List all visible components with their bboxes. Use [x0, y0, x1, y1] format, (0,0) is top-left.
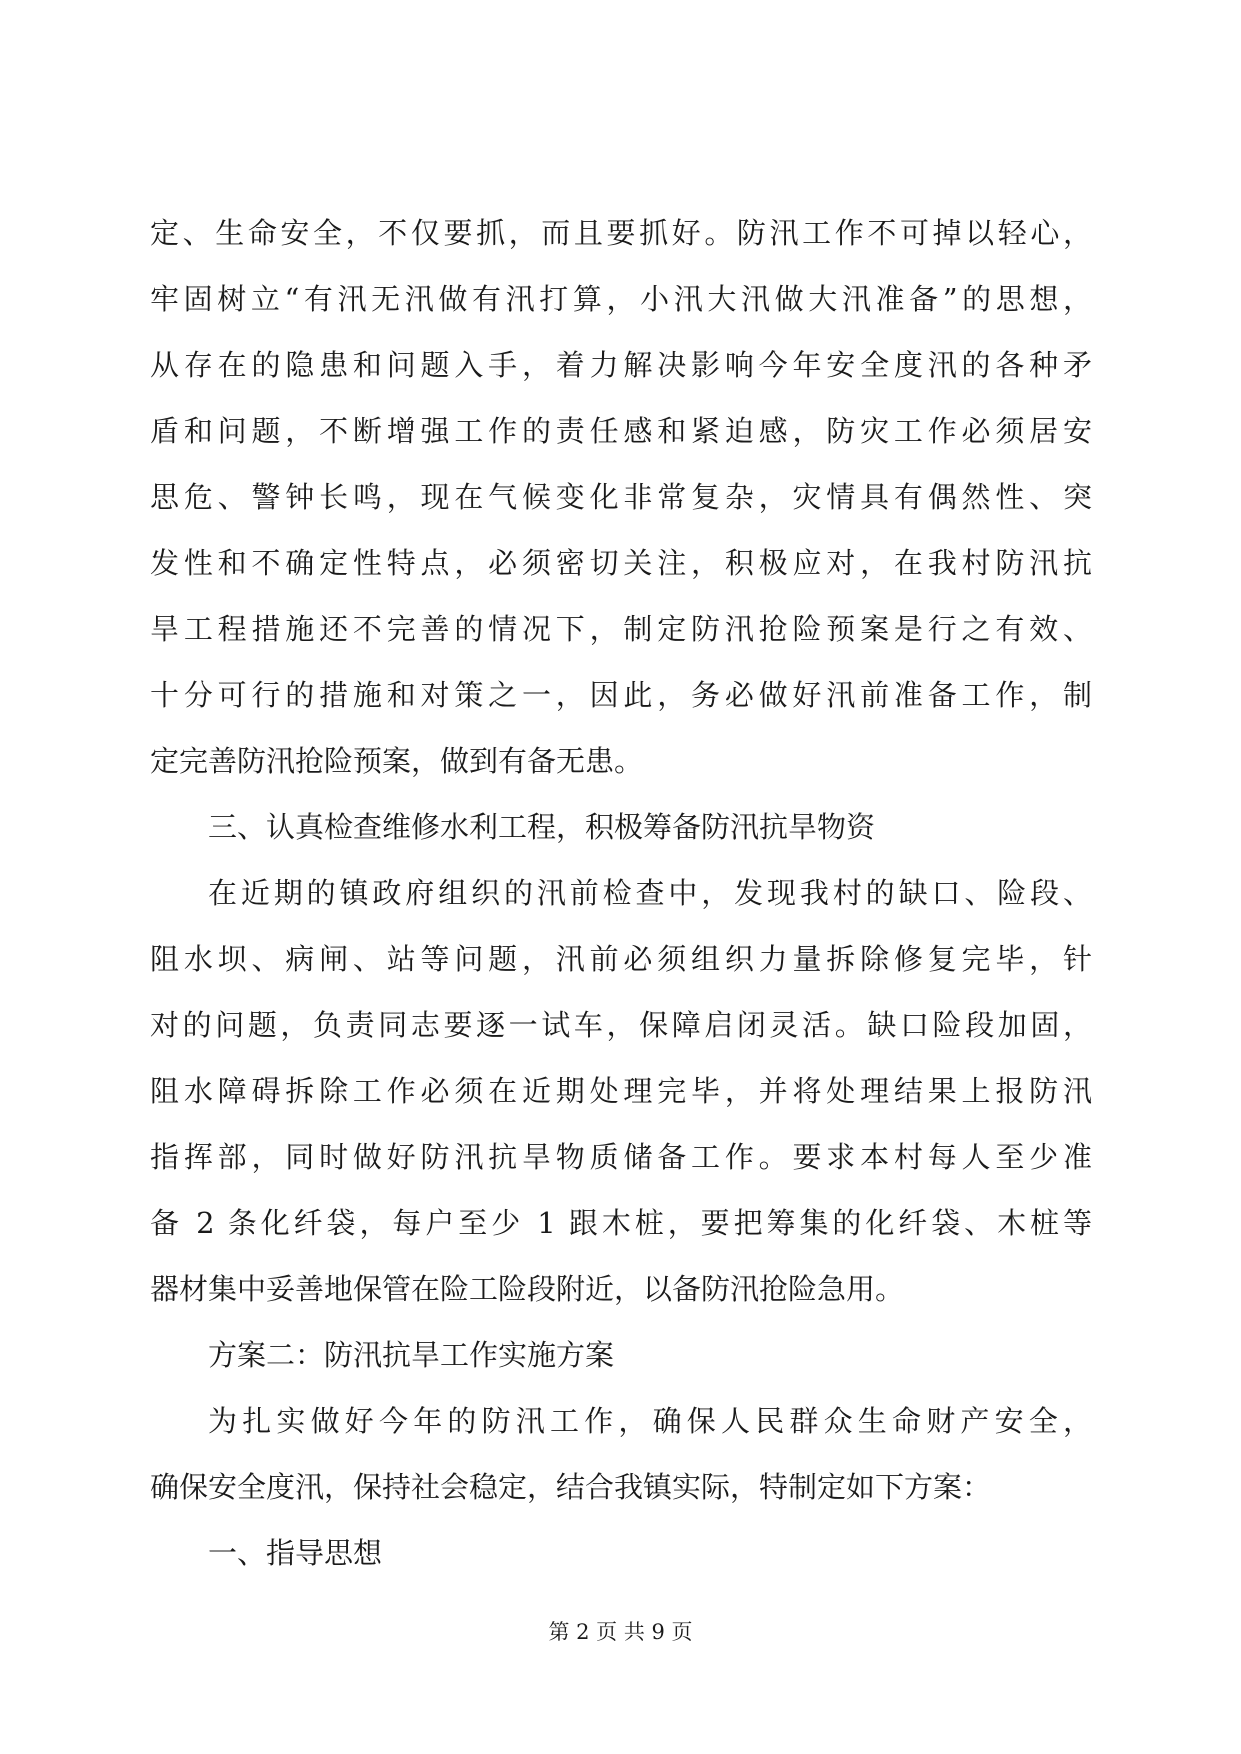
- text-line: 器材集中妥善地保管在险工险段附近，以备防汛抢险急用。: [150, 1272, 905, 1306]
- text-line: 在近期的镇政府组织的汛前检查中，发现我村的缺口、险段、: [208, 876, 1092, 910]
- section-heading: 一、指导思想: [208, 1536, 383, 1570]
- section-heading: 三、认真检查维修水利工程，积极筹备防汛抗旱物资: [208, 810, 876, 844]
- text-line: 思危、警钟长鸣，现在气候变化非常复杂，灾情具有偶然性、突: [150, 480, 1092, 514]
- page-footer: [0, 1616, 1241, 1646]
- text-line: 为扎实做好今年的防汛工作，确保人民群众生命财产安全，: [208, 1404, 1092, 1438]
- text-line: 定、生命安全，不仅要抓，而且要抓好。防汛工作不可掉以轻心，: [150, 216, 1092, 250]
- text-line: 从存在的隐患和问题入手，着力解决影响今年安全度汛的各种矛: [150, 348, 1092, 382]
- text-line: 指挥部，同时做好防汛抗旱物质储备工作。要求本村每人至少准: [150, 1140, 1092, 1174]
- text-line: 旱工程措施还不完善的情况下，制定防汛抢险预案是行之有效、: [150, 612, 1092, 646]
- text-line: 确保安全度汛，保持社会稳定，结合我镇实际，特制定如下方案：: [150, 1470, 992, 1504]
- text-line: 牢固树立“有汛无汛做有汛打算，小汛大汛做大汛准备”的思想，: [150, 282, 1092, 316]
- text-line: 盾和问题，不断增强工作的责任感和紧迫感，防灾工作必须居安: [150, 414, 1092, 448]
- text-line: 发性和不确定性特点，必须密切关注，积极应对，在我村防汛抗: [150, 546, 1092, 580]
- text-line: 阻水坝、病闸、站等问题，汛前必须组织力量拆除修复完毕，针: [150, 942, 1092, 976]
- text-line: 十分可行的措施和对策之一，因此，务必做好汛前准备工作，制: [150, 678, 1092, 712]
- section-heading: 方案二：防汛抗旱工作实施方案: [208, 1338, 615, 1372]
- page-number-label: 第 2 页 共 9 页: [548, 1620, 693, 1644]
- text-line: 对的问题，负责同志要逐一试车，保障启闭灵活。缺口险段加固，: [150, 1008, 1092, 1042]
- text-line: 定完善防汛抢险预案，做到有备无患。: [150, 744, 644, 778]
- text-line: 阻水障碍拆除工作必须在近期处理完毕，并将处理结果上报防汛: [150, 1074, 1092, 1108]
- text-line: 备 2 条化纤袋，每户至少 1 跟木桩，要把筹集的化纤袋、木桩等: [150, 1206, 1092, 1240]
- document-body: [150, 200, 1092, 1586]
